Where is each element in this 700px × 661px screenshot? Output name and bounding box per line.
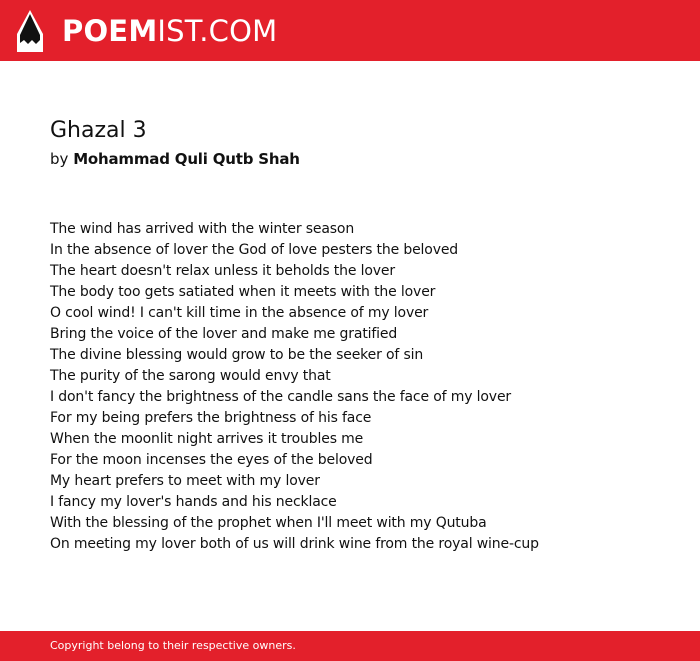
poem-line: The wind has arrived with the winter season: [50, 221, 355, 237]
poem-line: When the moonlit night arrives it troubles me: [50, 431, 364, 447]
poem-line: I don't fancy the brightness of the candle sans the face of my lover: [50, 389, 512, 405]
poem-line: With the blessing of the prophet when I'll meet with my Qutuba: [50, 515, 487, 531]
copyright-text: Copyright belong to their respective owners.: [50, 639, 296, 652]
poem-line: My heart prefers to meet with my lover: [50, 473, 320, 489]
poem-line: In the absence of lover the God of love pesters the beloved: [50, 242, 459, 258]
poem-line: For my being prefers the brightness of his face: [50, 410, 372, 426]
logo-text-light: IST.COM: [157, 14, 278, 48]
poem-line: On meeting my lover both of us will drink wine from the royal wine-cup: [50, 536, 539, 552]
poem-title: Ghazal 3: [50, 118, 147, 143]
site-header: [0, 0, 700, 61]
poem-line: O cool wind! I can't kill time in the absence of my lover: [50, 305, 429, 321]
by-label: by: [50, 150, 69, 168]
poem-byline: [50, 149, 300, 169]
poem-line: Bring the voice of the lover and make me gratified: [50, 326, 398, 342]
poem-line: The body too gets satiated when it meets with the lover: [50, 284, 436, 300]
poem-line: For the moon incenses the eyes of the beloved: [50, 452, 373, 468]
poem-line: I fancy my lover's hands and his necklace: [50, 494, 337, 510]
poem-author: Mohammad Quli Qutb Shah: [73, 150, 300, 168]
poem-line: The heart doesn't relax unless it beholds the lover: [50, 263, 395, 279]
site-footer: [0, 631, 700, 661]
logo-text-bold: POEM: [62, 14, 158, 48]
pencil-icon[interactable]: [17, 10, 43, 52]
poem-body: [50, 219, 539, 555]
poem-line: The divine blessing would grow to be the seeker of sin: [50, 347, 424, 363]
site-logo[interactable]: [62, 13, 277, 49]
poem-line: The purity of the sarong would envy that: [50, 368, 331, 384]
